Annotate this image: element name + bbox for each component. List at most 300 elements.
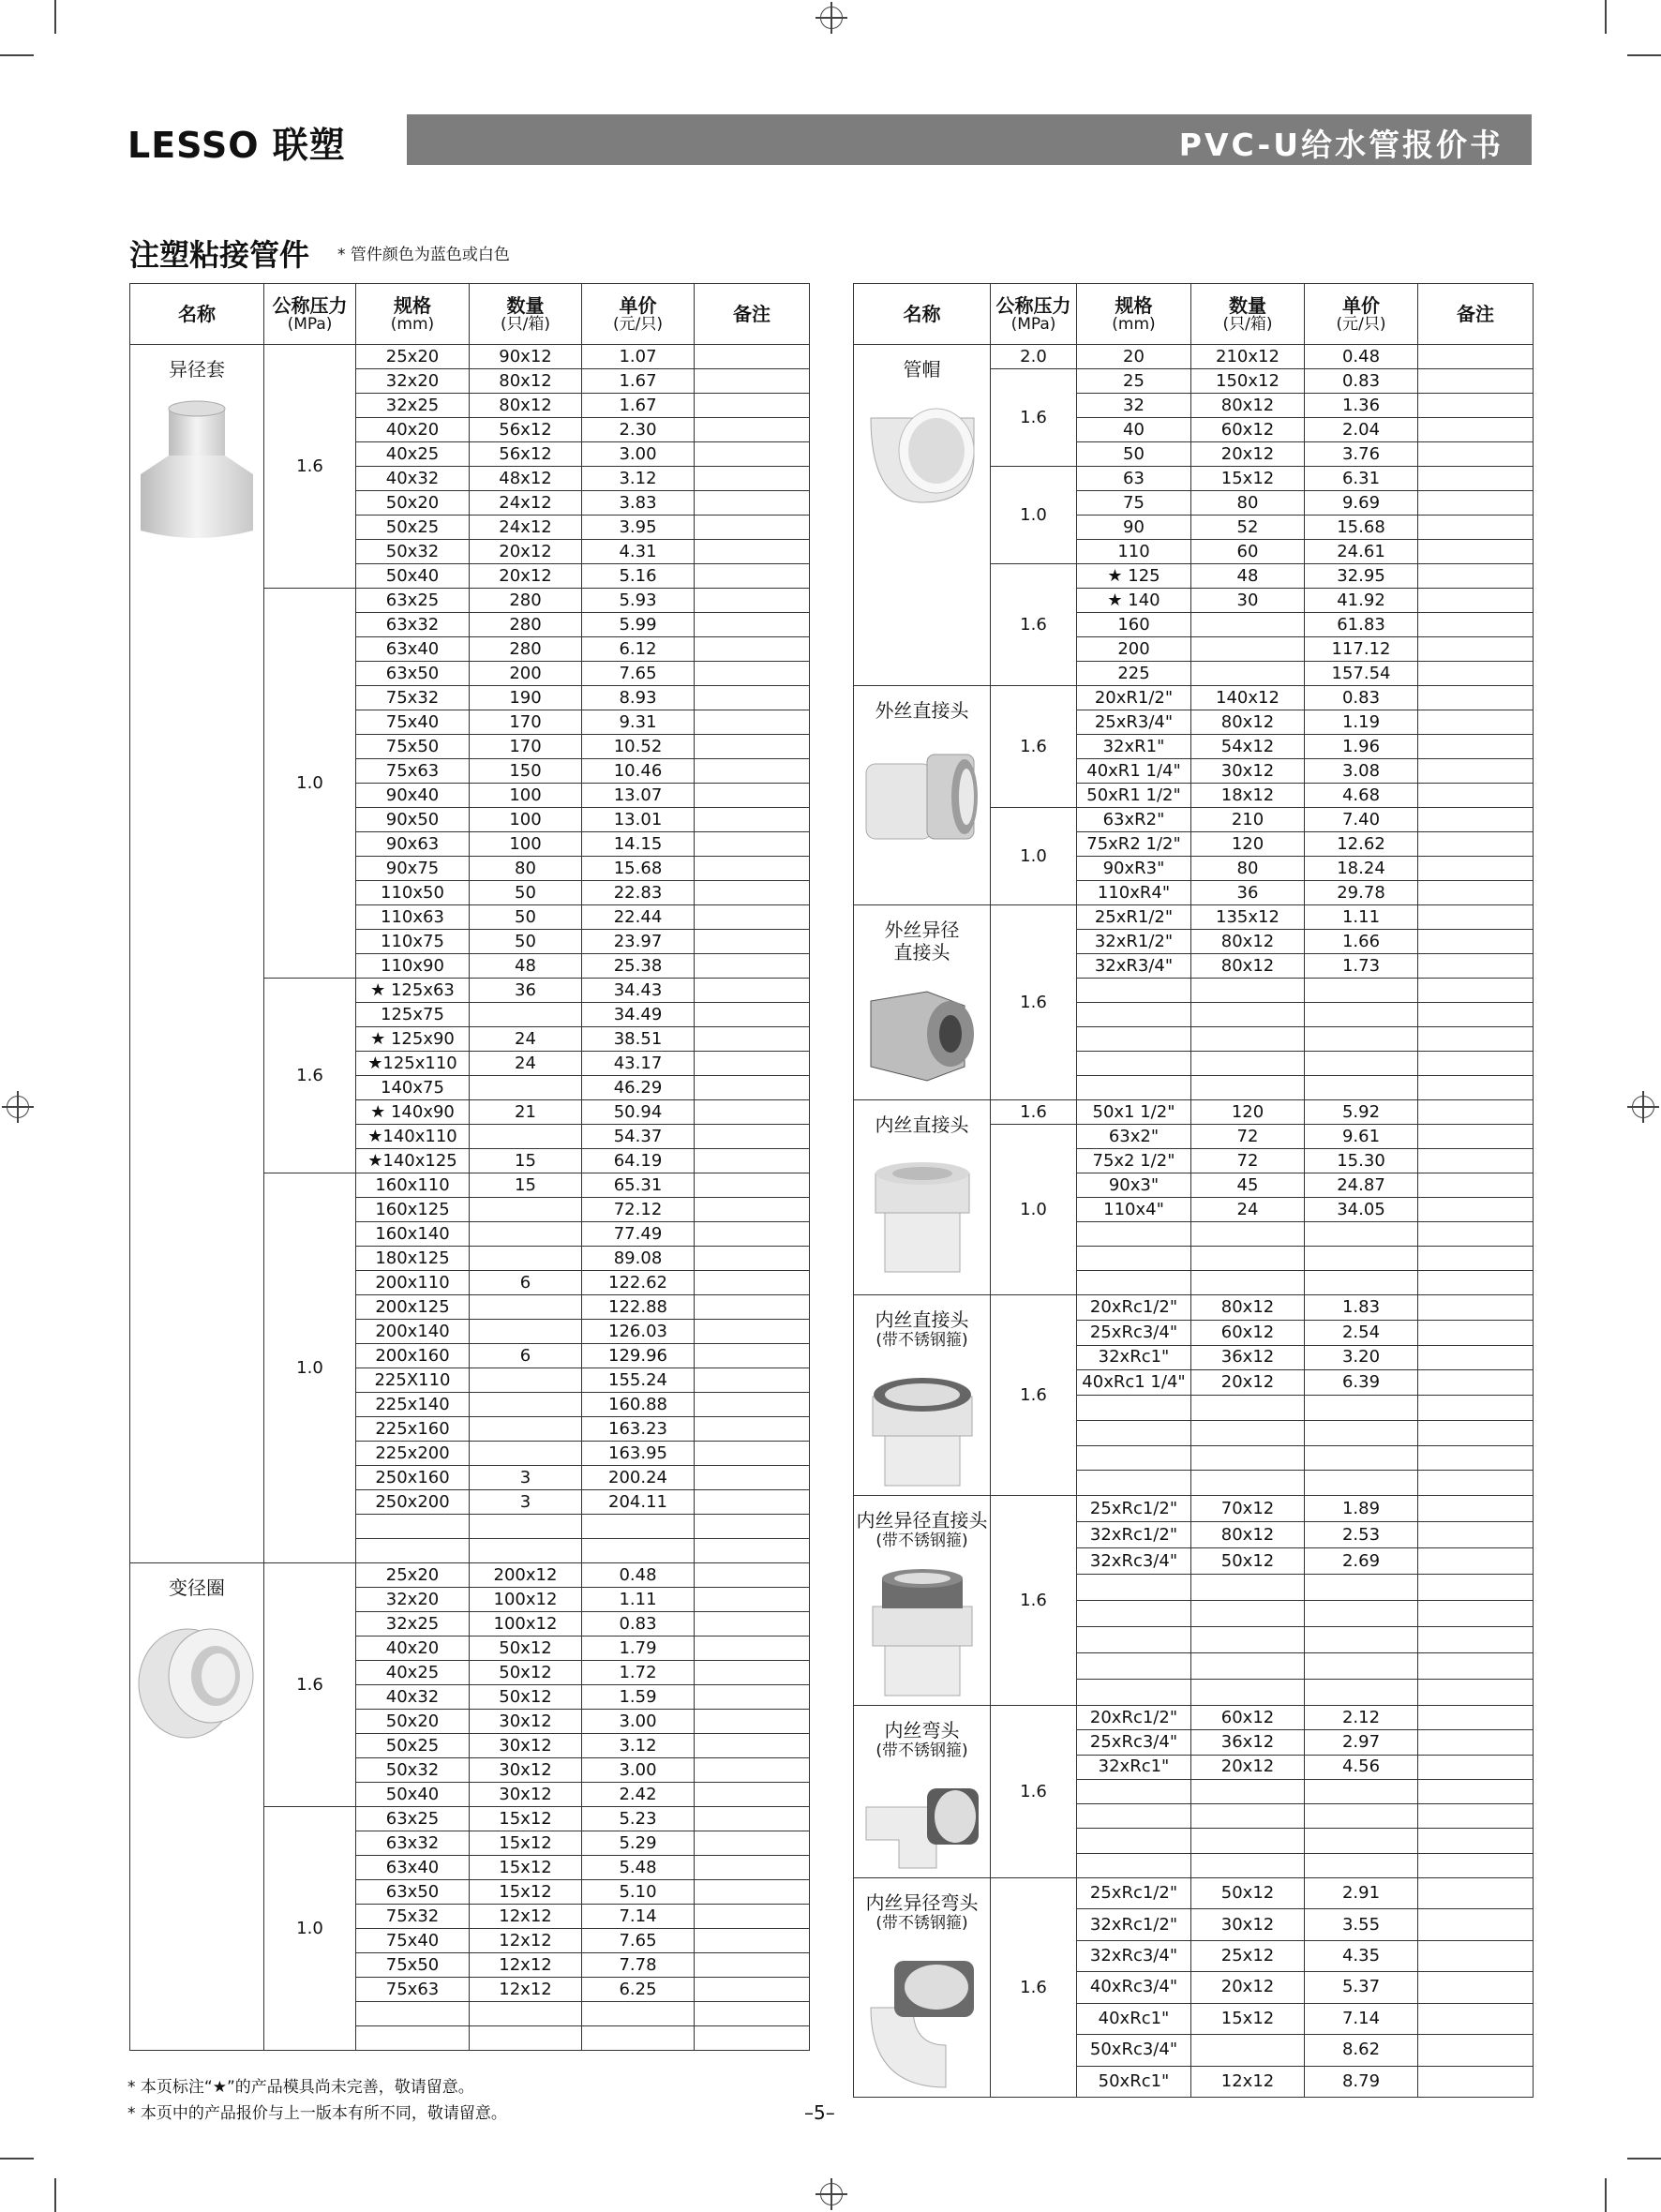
remark-cell — [695, 784, 810, 808]
spec-cell: 160x140 — [356, 1222, 470, 1247]
spec-cell: 63x40 — [356, 1856, 470, 1880]
price-cell: 8.79 — [1305, 2066, 1418, 2097]
remark-cell — [1418, 1496, 1534, 1522]
qty-cell: 50 — [470, 905, 582, 930]
section-title: 注塑粘接管件 — [129, 237, 310, 273]
spec-cell: 63x50 — [356, 662, 470, 686]
qty-cell — [470, 1539, 582, 1563]
price-cell: 5.23 — [582, 1807, 695, 1831]
spec-cell — [1077, 1471, 1191, 1496]
product-name-cell — [854, 1706, 991, 1878]
price-cell: 15.68 — [1305, 516, 1418, 540]
remark-cell — [695, 1344, 810, 1368]
spec-cell: 40x20 — [356, 418, 470, 442]
product-name: 外丝异径 — [884, 919, 960, 941]
price-cell — [1305, 1271, 1418, 1295]
price-cell — [1305, 1052, 1418, 1076]
qty-cell: 20x12 — [1191, 1370, 1305, 1396]
price-cell: 9.61 — [1305, 1125, 1418, 1149]
spec-cell: 225x160 — [356, 1417, 470, 1442]
spec-cell: 90xR3" — [1077, 857, 1191, 881]
price-cell: 0.48 — [582, 1563, 695, 1588]
price-cell: 7.14 — [582, 1905, 695, 1929]
crop-mark — [0, 54, 34, 56]
remark-cell — [695, 1929, 810, 1953]
qty-cell: 24 — [1191, 1198, 1305, 1222]
remark-cell — [695, 1831, 810, 1856]
spec-cell: 200x125 — [356, 1295, 470, 1320]
spec-cell: 75x32 — [356, 1905, 470, 1929]
remark-cell — [1418, 905, 1534, 930]
crop-mark — [1605, 2178, 1607, 2212]
spec-cell: 25xRc3/4" — [1077, 1320, 1191, 1345]
product-name: 内丝异径直接头 — [856, 1509, 988, 1532]
product-subname: (带不锈钢箍) — [875, 1331, 968, 1350]
spec-cell: 75xR2 1/2" — [1077, 832, 1191, 857]
price-cell: 23.97 — [582, 930, 695, 954]
price-cell: 29.78 — [1305, 881, 1418, 905]
remark-cell — [1418, 662, 1534, 686]
spec-cell: 75x40 — [356, 1929, 470, 1953]
spec-cell: 50 — [1077, 442, 1191, 467]
spec-cell — [1077, 1575, 1191, 1601]
price-cell — [1305, 1627, 1418, 1653]
col-name: 名称 — [130, 284, 264, 345]
qty-cell — [1191, 1627, 1305, 1653]
remark-cell — [695, 1417, 810, 1442]
remark-cell — [1418, 467, 1534, 491]
price-cell: 15.68 — [582, 857, 695, 881]
price-cell: 12.62 — [1305, 832, 1418, 857]
spec-cell: 90x63 — [356, 832, 470, 857]
spec-cell: 63x32 — [356, 1831, 470, 1856]
remark-cell — [1418, 491, 1534, 516]
spec-cell: 250x200 — [356, 1490, 470, 1515]
qty-cell — [1191, 979, 1305, 1003]
remark-cell — [695, 905, 810, 930]
price-cell: 4.31 — [582, 540, 695, 564]
spec-cell: ★ 140 — [1077, 589, 1191, 613]
price-cell: 41.92 — [1305, 589, 1418, 613]
remark-cell — [1418, 540, 1534, 564]
qty-cell: 54x12 — [1191, 735, 1305, 759]
remark-cell — [1418, 345, 1534, 369]
spec-cell: 75x32 — [356, 686, 470, 710]
table-row — [130, 345, 810, 369]
remark-cell — [695, 1710, 810, 1734]
price-cell: 10.52 — [582, 735, 695, 759]
price-cell: 2.30 — [582, 418, 695, 442]
qty-cell: 20x12 — [470, 540, 582, 564]
price-cell — [1305, 1680, 1418, 1706]
qty-cell — [1191, 1804, 1305, 1829]
price-cell: 3.12 — [582, 467, 695, 491]
qty-cell: 12x12 — [470, 1929, 582, 1953]
table-row — [854, 1496, 1534, 1522]
qty-cell: 80x12 — [470, 394, 582, 418]
qty-cell: 24 — [470, 1052, 582, 1076]
remark-cell — [695, 686, 810, 710]
remark-cell — [1418, 1076, 1534, 1100]
col-price: 单价 (元/只) — [582, 284, 695, 345]
price-cell: 5.99 — [582, 613, 695, 637]
qty-cell — [470, 1222, 582, 1247]
spec-cell — [1077, 1829, 1191, 1853]
price-cell: 1.73 — [1305, 954, 1418, 979]
qty-cell: 15x12 — [470, 1880, 582, 1905]
qty-cell: 50x12 — [470, 1685, 582, 1710]
spec-cell: 40xR1 1/4" — [1077, 759, 1191, 784]
qty-cell: 20x12 — [1191, 442, 1305, 467]
spec-cell: 225X110 — [356, 1368, 470, 1393]
qty-cell: 20x12 — [1191, 1972, 1305, 2003]
remark-cell — [1418, 1420, 1534, 1445]
spec-cell: 75x50 — [356, 1953, 470, 1978]
price-cell — [1305, 1829, 1418, 1853]
qty-cell: 60x12 — [1191, 1706, 1305, 1730]
spec-cell: 110xR4" — [1077, 881, 1191, 905]
price-cell: 1.83 — [1305, 1295, 1418, 1321]
spec-cell: 50x40 — [356, 1783, 470, 1807]
remark-cell — [1418, 881, 1534, 905]
price-cell: 204.11 — [582, 1490, 695, 1515]
remark-cell — [1418, 1271, 1534, 1295]
qty-cell: 12x12 — [470, 1978, 582, 2002]
remark-cell — [1418, 759, 1534, 784]
spec-cell: 25xRc1/2" — [1077, 1878, 1191, 1909]
remark-cell — [1418, 1653, 1534, 1680]
registration-mark — [1627, 1091, 1659, 1123]
price-cell: 89.08 — [582, 1247, 695, 1271]
spec-cell: 63x2" — [1077, 1125, 1191, 1149]
remark-cell — [1418, 1052, 1534, 1076]
qty-cell: 24x12 — [470, 516, 582, 540]
price-cell: 25.38 — [582, 954, 695, 979]
spec-cell: 25xRc3/4" — [1077, 1730, 1191, 1755]
remark-cell — [1418, 1222, 1534, 1247]
price-cell: 34.43 — [582, 979, 695, 1003]
price-cell: 0.48 — [1305, 345, 1418, 369]
spec-cell — [1077, 1804, 1191, 1829]
spec-cell: 25x20 — [356, 1563, 470, 1588]
spec-cell: 110x75 — [356, 930, 470, 954]
price-cell: 3.95 — [582, 516, 695, 540]
qty-cell: 50x12 — [470, 1637, 582, 1661]
price-cell: 6.39 — [1305, 1370, 1418, 1396]
pressure-cell: 2.0 — [991, 345, 1077, 369]
qty-cell: 280 — [470, 589, 582, 613]
price-cell — [1305, 1445, 1418, 1471]
qty-cell: 15x12 — [470, 1807, 582, 1831]
remark-cell — [1418, 442, 1534, 467]
product-name-cell — [854, 345, 991, 686]
qty-cell: 15x12 — [1191, 2003, 1305, 2034]
remark-cell — [1418, 710, 1534, 735]
qty-cell: 24x12 — [470, 491, 582, 516]
price-cell: 10.46 — [582, 759, 695, 784]
qty-cell — [470, 2026, 582, 2051]
price-cell: 5.93 — [582, 589, 695, 613]
price-cell: 7.14 — [1305, 2003, 1418, 2034]
price-cell: 5.16 — [582, 564, 695, 589]
spec-cell: 32xRc3/4" — [1077, 1548, 1191, 1575]
spec-cell: 50xRc3/4" — [1077, 2035, 1191, 2066]
table-row — [130, 1563, 810, 1588]
spec-cell: 40x32 — [356, 1685, 470, 1710]
remark-cell — [1418, 930, 1534, 954]
spec-cell: 50x20 — [356, 491, 470, 516]
pressure-cell: 1.6 — [991, 1496, 1077, 1706]
spec-cell — [1077, 1853, 1191, 1877]
pressure-cell: 1.6 — [991, 686, 1077, 808]
remark-cell — [695, 808, 810, 832]
qty-cell: 72 — [1191, 1149, 1305, 1173]
product-subname: (带不锈钢箍) — [875, 1914, 968, 1933]
price-cell: 1.66 — [1305, 930, 1418, 954]
qty-cell: 70x12 — [1191, 1496, 1305, 1522]
remark-cell — [695, 1368, 810, 1393]
qty-cell — [470, 1076, 582, 1100]
spec-cell: 225x140 — [356, 1393, 470, 1417]
remark-cell — [1418, 1853, 1534, 1877]
remark-cell — [695, 1856, 810, 1880]
price-cell: 38.51 — [582, 1027, 695, 1052]
price-cell — [1305, 1076, 1418, 1100]
qty-cell: 200x12 — [470, 1563, 582, 1588]
pressure-cell: 1.6 — [991, 1295, 1077, 1496]
spec-cell: ★ 125 — [1077, 564, 1191, 589]
remark-cell — [1418, 516, 1534, 540]
spec-cell: ★125x110 — [356, 1052, 470, 1076]
table-row — [854, 686, 1534, 710]
qty-cell — [1191, 1829, 1305, 1853]
qty-cell — [1191, 1247, 1305, 1271]
remark-cell — [1418, 857, 1534, 881]
product-name-cell — [130, 345, 264, 1563]
spec-cell — [1077, 1247, 1191, 1271]
spec-cell — [1077, 979, 1191, 1003]
qty-cell: 210 — [1191, 808, 1305, 832]
qty-cell: 80x12 — [470, 369, 582, 394]
remark-cell — [695, 1905, 810, 1929]
qty-cell — [1191, 1471, 1305, 1496]
qty-cell: 135x12 — [1191, 905, 1305, 930]
price-cell: 3.83 — [582, 491, 695, 516]
price-cell: 5.10 — [582, 1880, 695, 1905]
spec-cell — [1077, 1445, 1191, 1471]
price-cell: 6.12 — [582, 637, 695, 662]
remark-cell — [695, 1758, 810, 1783]
spec-cell: 90x40 — [356, 784, 470, 808]
spec-cell — [356, 2002, 470, 2026]
remark-cell — [695, 979, 810, 1003]
qty-cell: 36x12 — [1191, 1345, 1305, 1370]
spec-cell: 160 — [1077, 613, 1191, 637]
qty-cell: 12x12 — [470, 1905, 582, 1929]
remark-cell — [695, 1588, 810, 1612]
spec-cell: ★140x110 — [356, 1125, 470, 1149]
pressure-cell: 1.0 — [991, 1125, 1077, 1295]
spec-cell: 200x160 — [356, 1344, 470, 1368]
price-cell — [1305, 1653, 1418, 1680]
col-spec: 规格 (mm) — [356, 284, 470, 345]
remark-cell — [1418, 1972, 1534, 2003]
price-cell: 5.48 — [582, 1856, 695, 1880]
male-adapter-icon — [854, 740, 990, 858]
spec-cell: 40xRc3/4" — [1077, 1972, 1191, 2003]
spec-cell: 50x32 — [356, 540, 470, 564]
qty-cell: 36 — [470, 979, 582, 1003]
spec-cell: 25 — [1077, 369, 1191, 394]
qty-cell: 280 — [470, 613, 582, 637]
price-cell: 129.96 — [582, 1344, 695, 1368]
spec-cell: 160x125 — [356, 1198, 470, 1222]
qty-cell: 150x12 — [1191, 369, 1305, 394]
spec-cell: 75x63 — [356, 759, 470, 784]
table-row — [854, 1706, 1534, 1730]
qty-cell — [1191, 1653, 1305, 1680]
remark-cell — [1418, 2035, 1534, 2066]
price-cell: 2.97 — [1305, 1730, 1418, 1755]
price-cell — [1305, 1222, 1418, 1247]
remark-cell — [1418, 1173, 1534, 1198]
spec-cell: 50x1 1/2" — [1077, 1100, 1191, 1125]
spec-cell: 90x75 — [356, 857, 470, 881]
pressure-cell: 1.6 — [991, 369, 1077, 467]
product-name: 管帽 — [903, 358, 941, 381]
table-header-row — [854, 284, 1534, 345]
pipe-cap-icon — [854, 399, 990, 516]
qty-cell: 100x12 — [470, 1588, 582, 1612]
spec-cell — [356, 2026, 470, 2051]
qty-cell: 50x12 — [1191, 1878, 1305, 1909]
spec-cell: 180x125 — [356, 1247, 470, 1271]
footnote-star: * 本页标注“★”的产品模具尚未完善，敬请留意。 — [127, 2078, 474, 2097]
qty-cell: 21 — [470, 1100, 582, 1125]
price-cell: 6.31 — [1305, 467, 1418, 491]
product-name-cell — [854, 686, 991, 905]
price-cell: 4.56 — [1305, 1755, 1418, 1779]
qty-cell — [470, 1198, 582, 1222]
price-cell: 22.83 — [582, 881, 695, 905]
spec-cell: 32xRc1/2" — [1077, 1909, 1191, 1940]
price-cell: 6.25 — [582, 1978, 695, 2002]
spec-cell — [1077, 1627, 1191, 1653]
price-cell: 2.42 — [582, 1783, 695, 1807]
remark-cell — [695, 1637, 810, 1661]
remark-cell — [1418, 1198, 1534, 1222]
remark-cell — [695, 1222, 810, 1247]
col-remark: 备注 — [1418, 284, 1534, 345]
price-cell — [1305, 1396, 1418, 1421]
price-cell — [1305, 1804, 1418, 1829]
qty-cell — [470, 1003, 582, 1027]
col-remark: 备注 — [695, 284, 810, 345]
spec-cell — [1077, 1396, 1191, 1421]
qty-cell: 100 — [470, 808, 582, 832]
qty-cell: 56x12 — [470, 418, 582, 442]
col-qty: 数量 (只/箱) — [1191, 284, 1305, 345]
price-cell: 7.78 — [582, 1953, 695, 1978]
table-row — [854, 905, 1534, 930]
table-header-row — [130, 284, 810, 345]
remark-cell — [695, 1563, 810, 1588]
spec-cell: 32x20 — [356, 1588, 470, 1612]
qty-cell — [470, 1295, 582, 1320]
spec-cell: 32xR3/4" — [1077, 954, 1191, 979]
qty-cell: 80x12 — [1191, 1522, 1305, 1548]
remark-cell — [695, 1661, 810, 1685]
qty-cell: 6 — [470, 1271, 582, 1295]
price-cell: 9.31 — [582, 710, 695, 735]
remark-cell — [1418, 808, 1534, 832]
qty-cell: 36x12 — [1191, 1730, 1305, 1755]
price-cell — [582, 1515, 695, 1539]
remark-cell — [695, 467, 810, 491]
qty-cell: 80 — [470, 857, 582, 881]
price-cell: 1.96 — [1305, 735, 1418, 759]
qty-cell: 80 — [1191, 491, 1305, 516]
col-spec: 规格 (mm) — [1077, 284, 1191, 345]
remark-cell — [695, 516, 810, 540]
remark-cell — [1418, 1755, 1534, 1779]
spec-cell — [1077, 1222, 1191, 1247]
crop-mark — [54, 2178, 56, 2212]
remark-cell — [695, 662, 810, 686]
spec-cell: 63x25 — [356, 1807, 470, 1831]
price-cell: 3.55 — [1305, 1909, 1418, 1940]
spec-cell: 32x25 — [356, 394, 470, 418]
remark-cell — [1418, 1779, 1534, 1803]
spec-cell: 75 — [1077, 491, 1191, 516]
qty-cell: 50x12 — [470, 1661, 582, 1685]
pressure-cell: 1.6 — [264, 1563, 356, 1807]
spec-cell: 63x50 — [356, 1880, 470, 1905]
pressure-cell: 1.0 — [991, 808, 1077, 905]
remark-cell — [695, 1149, 810, 1173]
remark-cell — [1418, 1804, 1534, 1829]
remark-cell — [1418, 1627, 1534, 1653]
remark-cell — [1418, 1601, 1534, 1627]
spec-cell: 40x25 — [356, 1661, 470, 1685]
price-cell: 9.69 — [1305, 491, 1418, 516]
qty-cell: 190 — [470, 686, 582, 710]
spec-cell: 40x20 — [356, 1637, 470, 1661]
qty-cell: 100 — [470, 784, 582, 808]
qty-cell — [1191, 1052, 1305, 1076]
title-banner — [407, 114, 1532, 165]
spec-cell: 63x32 — [356, 613, 470, 637]
spec-cell: 50x40 — [356, 564, 470, 589]
spec-cell: 50x20 — [356, 1710, 470, 1734]
price-cell: 15.30 — [1305, 1149, 1418, 1173]
remark-cell — [1418, 686, 1534, 710]
right-price-table — [853, 283, 1534, 2098]
spec-cell: 110x4" — [1077, 1198, 1191, 1222]
spec-cell — [1077, 1420, 1191, 1445]
spec-cell — [356, 1515, 470, 1539]
spec-cell — [1077, 1601, 1191, 1627]
pressure-cell: 1.6 — [264, 345, 356, 589]
price-cell: 122.62 — [582, 1271, 695, 1295]
spec-cell: 160x110 — [356, 1173, 470, 1198]
female-adapter-icon — [854, 1155, 990, 1281]
remark-cell — [1418, 1027, 1534, 1052]
footnote-price-change: * 本页中的产品报价与上一版本有所不同，敬请留意。 — [127, 2104, 507, 2123]
price-cell — [1305, 1575, 1418, 1601]
spec-cell: ★ 140x90 — [356, 1100, 470, 1125]
spec-cell: 32 — [1077, 394, 1191, 418]
